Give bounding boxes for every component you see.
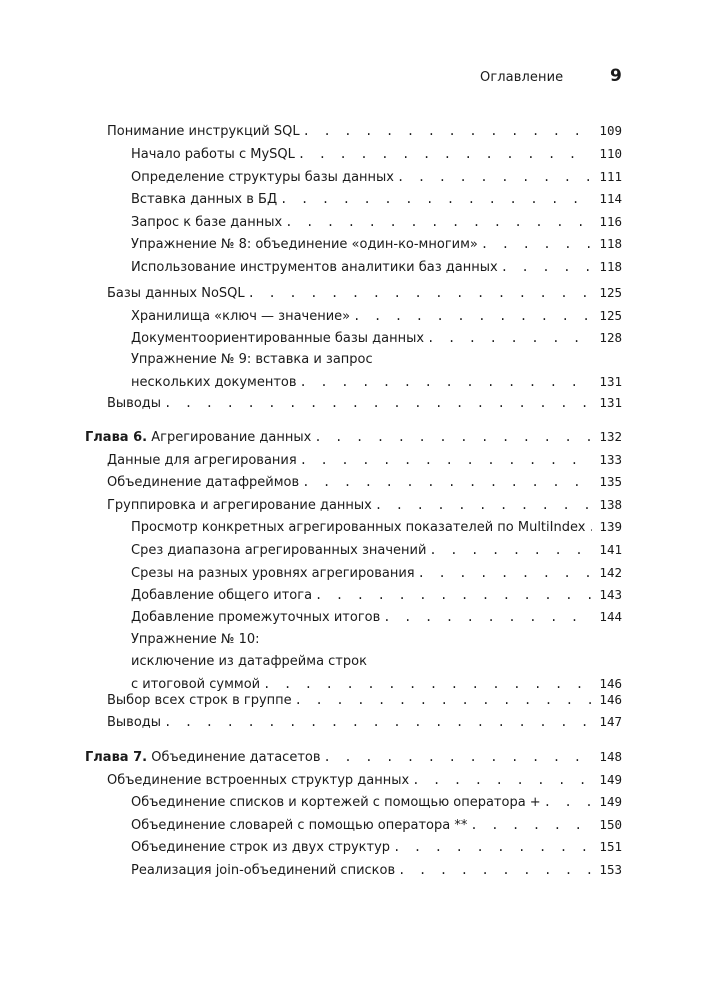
toc-page-number: 150 (599, 817, 622, 832)
toc-entry[interactable] (131, 143, 622, 166)
toc-page-number: 149 (599, 794, 622, 809)
leader-dots (311, 426, 592, 448)
toc-entry[interactable] (131, 539, 622, 562)
toc-page-number: 133 (599, 452, 622, 467)
toc-page-number: 131 (599, 395, 622, 410)
leader-dots (541, 791, 592, 813)
leader-dots (424, 327, 592, 349)
toc-entry-label: Срезы на разных уровнях агрегирования (131, 566, 415, 581)
toc-entry-label: с итоговой суммой (131, 677, 261, 692)
leader-dots (282, 211, 592, 233)
toc-entry[interactable] (131, 233, 622, 256)
toc-entry-label: Объединение строк из двух структур (131, 840, 391, 855)
toc-page-number: 149 (599, 772, 622, 787)
toc-entry[interactable] (107, 120, 622, 143)
toc-entry-label: Упражнение № 8: объединение «один-ко-многим» (131, 237, 478, 252)
leader-dots (321, 746, 592, 768)
toc-entry-label: Хранилища «ключ — значение» (131, 309, 351, 324)
leader-dots (372, 494, 592, 516)
toc-entry-label: Запрос к базе данных (131, 215, 283, 230)
toc-entry[interactable] (107, 711, 622, 734)
chapter-number: Глава 6. (85, 430, 148, 445)
toc-entry[interactable] (131, 584, 622, 607)
leader-dots (292, 689, 592, 711)
toc-entry[interactable] (131, 791, 622, 814)
toc-entry-label: Использование инструментов аналитики баз данных (131, 260, 498, 275)
toc-entry-label: нескольких документов (131, 375, 297, 390)
toc-page-number: 110 (599, 146, 622, 161)
toc-entry-label: Данные для агрегирования (107, 453, 297, 468)
leader-dots (390, 836, 592, 858)
leader-dots (161, 392, 592, 414)
toc-page-number: 131 (599, 374, 622, 389)
leader-dots (245, 282, 592, 304)
leader-dots (380, 606, 592, 628)
toc-entry[interactable] (131, 256, 622, 279)
toc-entry[interactable] (131, 305, 622, 328)
toc-entry-label-line: Упражнение № 10: (131, 632, 260, 647)
toc-entry-label: Добавление промежуточных итогов (131, 610, 381, 625)
toc-entry[interactable] (107, 392, 622, 415)
toc-page-number: 132 (599, 429, 622, 444)
leader-dots (409, 769, 592, 791)
toc-entry[interactable] (131, 516, 622, 539)
toc-page-number: 142 (599, 565, 622, 580)
toc-page-number: 118 (599, 259, 622, 274)
leader-dots (300, 120, 592, 142)
leader-dots (350, 305, 592, 327)
toc-page-number: 151 (599, 839, 622, 854)
toc-entry-label: Понимание инструкций SQL (107, 124, 300, 139)
toc-page-number: 111 (599, 169, 622, 184)
toc-entry-label: Определение структуры базы данных (131, 170, 394, 185)
toc-entry-label: Объединение словарей с помощью оператора ** (131, 818, 468, 833)
leader-dots (297, 449, 592, 471)
toc-entry[interactable] (107, 769, 622, 792)
toc-entry[interactable] (131, 814, 622, 837)
toc-entry-label: Выбор всех строк в группе (107, 693, 292, 708)
leader-dots (467, 814, 592, 836)
leader-dots (161, 711, 592, 733)
toc-entry-label: Группировка и агрегирование данных (107, 498, 372, 513)
toc-entry[interactable] (131, 349, 622, 394)
toc-entry[interactable] (131, 606, 622, 629)
toc-entry[interactable] (107, 282, 622, 305)
toc-page-number: 146 (599, 692, 622, 707)
leader-dots (295, 143, 592, 165)
toc-entry-label: Объединение встроенных структур данных (107, 773, 410, 788)
toc-page-number: 153 (599, 862, 622, 877)
toc-entry[interactable] (131, 166, 622, 189)
toc-entry[interactable] (131, 562, 622, 585)
toc-entry[interactable] (131, 859, 622, 882)
leader-dots (277, 188, 592, 210)
toc-chapter[interactable] (85, 746, 622, 769)
toc-entry-label: Начало работы с MySQL (131, 147, 295, 162)
toc-entry[interactable] (107, 689, 622, 712)
toc-page-number: 146 (599, 676, 622, 691)
toc-page-number: 114 (599, 191, 622, 206)
toc-page-number: 144 (599, 609, 622, 624)
leader-dots (312, 584, 592, 606)
toc-entry-label: Базы данных NoSQL (107, 286, 245, 301)
toc-entry[interactable] (107, 494, 622, 517)
toc-page-number: 125 (599, 308, 622, 323)
leader-dots (426, 539, 592, 561)
toc-entry[interactable] (107, 449, 622, 472)
toc-page-number: 125 (599, 285, 622, 300)
toc-page-number: 109 (599, 123, 622, 138)
toc-entry[interactable] (131, 211, 622, 234)
toc-chapter[interactable] (85, 426, 622, 449)
leader-dots (394, 166, 592, 188)
toc-page-number: 139 (599, 519, 622, 534)
toc-entry[interactable] (131, 629, 622, 696)
toc-entry-label: Добавление общего итога (131, 588, 313, 603)
leader-dots (297, 371, 592, 393)
toc-page-number: 148 (599, 749, 622, 764)
toc-entry-label: Выводы (107, 715, 162, 730)
toc-page-number: 128 (599, 330, 622, 345)
toc-entry-label: Объединение датафреймов (107, 475, 300, 490)
toc-entry[interactable] (107, 471, 622, 494)
toc-entry-label-line: Упражнение № 9: вставка и запрос (131, 352, 373, 367)
toc-entry-label-line: исключение из датафрейма строк (131, 654, 367, 669)
toc-entry-label: Срез диапазона агрегированных значений (131, 543, 427, 558)
leader-dots (478, 233, 592, 255)
toc-entry-label: Вставка данных в БД (131, 192, 278, 207)
toc-entry-label: Просмотр конкретных агрегированных показателей по MultiIndex (131, 520, 586, 535)
leader-dots (395, 859, 592, 881)
toc-entry-label: Выводы (107, 396, 162, 411)
toc-entry-label: Реализация join-объединений списков (131, 863, 396, 878)
toc-page-number: 143 (599, 587, 622, 602)
leader-dots (299, 471, 592, 493)
chapter-number: Глава 7. (85, 750, 148, 765)
toc-page-number: 135 (599, 474, 622, 489)
toc-page-number: 141 (599, 542, 622, 557)
toc-entry-label: Документоориентированные базы данных (131, 331, 425, 346)
header-title: Оглавление (480, 70, 564, 85)
toc-page-number: 118 (599, 236, 622, 251)
toc-page-number: 138 (599, 497, 622, 512)
toc-entry[interactable] (131, 836, 622, 859)
leader-dots (498, 256, 592, 278)
toc-entry-label: Объединение датасетов (151, 750, 321, 765)
toc-page-number: 147 (599, 714, 622, 729)
header-page-number: 9 (610, 66, 622, 86)
toc-entry-label: Агрегирование данных (151, 430, 312, 445)
toc-entry-label: Объединение списков и кортежей с помощью оператора + (131, 795, 541, 810)
toc-entry[interactable] (131, 327, 622, 350)
toc-entry[interactable] (131, 188, 622, 211)
toc-page-number: 116 (599, 214, 622, 229)
leader-dots (415, 562, 592, 584)
